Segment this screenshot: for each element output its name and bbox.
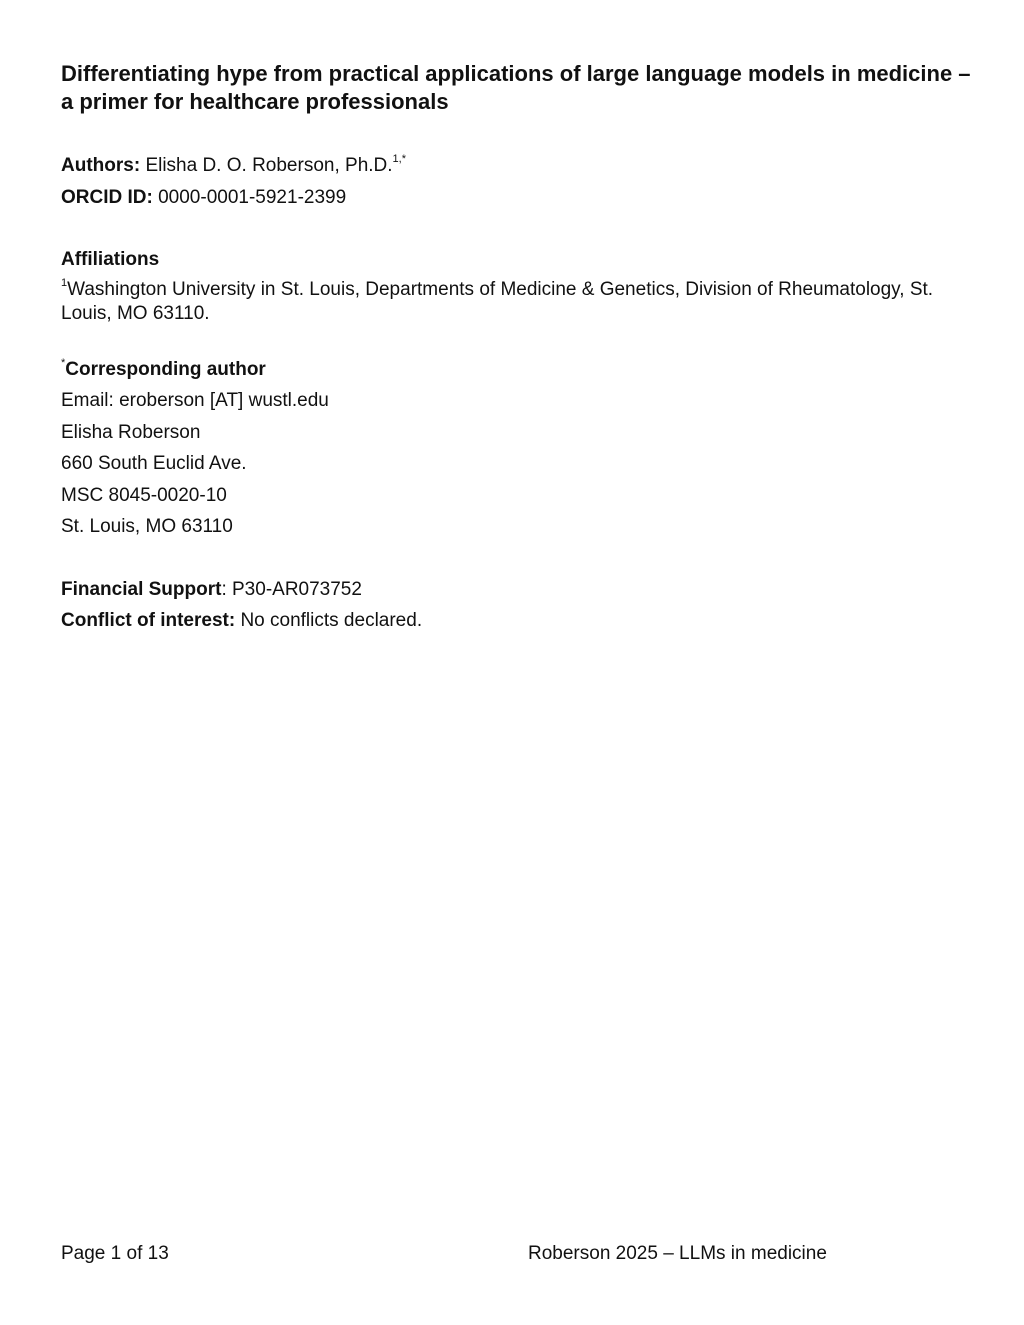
conflict-value: No conflicts declared. [235, 610, 423, 631]
affiliations-heading: Affiliations [61, 249, 160, 270]
corresponding-email: Email: eroberson [AT] wustl.edu [61, 390, 329, 411]
financial-label: Financial Support [61, 579, 222, 600]
conflict-label: Conflict of interest: [61, 610, 236, 631]
affiliation-mark: 1 [61, 277, 68, 289]
corresponding-heading-line [61, 358, 266, 382]
paper-title: Differentiating hype from practical applications of large language models in medicine – a primer for healthcare professionals [61, 61, 971, 114]
corresponding-name: Elisha Roberson [61, 422, 201, 443]
authors-line [61, 154, 406, 178]
orcid-value: 0000-0001-5921-2399 [158, 187, 347, 208]
orcid-line [61, 186, 346, 210]
conflict-line [61, 609, 422, 633]
affiliation-entry [61, 278, 981, 326]
financial-support-line [61, 578, 362, 602]
corresponding-mailstop: MSC 8045-0020-10 [61, 485, 227, 506]
orcid-label: ORCID ID: [61, 187, 153, 208]
corresponding-mark: * [61, 357, 66, 369]
corresponding-street: 660 South Euclid Ave. [61, 453, 247, 474]
corresponding-heading: Corresponding author [65, 359, 266, 380]
author-name: Elisha D. O. Roberson, Ph.D. [145, 155, 393, 176]
corresponding-city: St. Louis, MO 63110 [61, 516, 233, 537]
authors-label: Authors: [61, 155, 141, 176]
affiliation-text: Washington University in St. Louis, Departments of Medicine & Genetics, Division of Rheumatology, St. Louis, MO 63110. [61, 279, 934, 324]
running-title: Roberson 2025 – LLMs in medicine [528, 1243, 827, 1264]
page-number: Page 1 of 13 [61, 1243, 169, 1264]
author-affiliation-marks: 1,* [392, 153, 407, 165]
financial-value: : P30-AR073752 [221, 579, 362, 600]
